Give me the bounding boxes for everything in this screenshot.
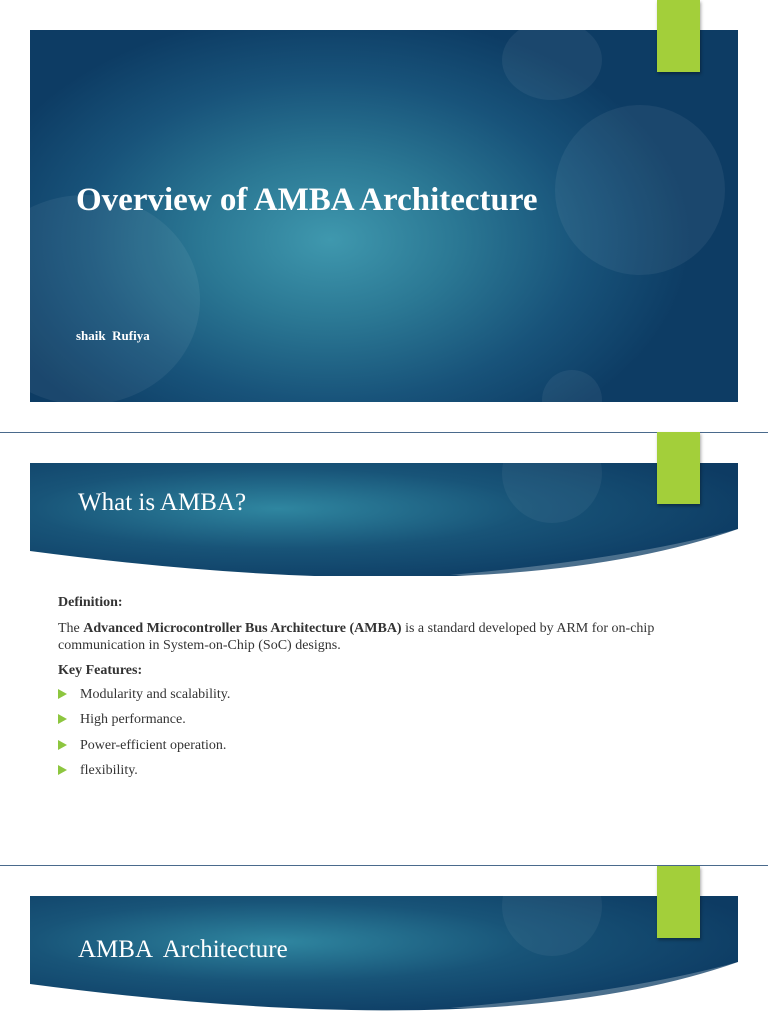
features-label: Key Features: [58, 663, 143, 678]
bullet-arrow-icon [58, 714, 67, 724]
definition-term: Advanced Microcontroller Bus Architecture (AMBA) [83, 621, 402, 636]
bullet-arrow-icon [58, 740, 67, 750]
definition-prefix: The [58, 621, 84, 636]
bullet-arrow-icon [58, 765, 67, 775]
definition-label: Definition: [58, 595, 123, 610]
slide1-title: Overview of AMBA Architecture [76, 182, 538, 218]
slide-divider [0, 865, 768, 866]
definition-line2: communication in System-on-Chip (SoC) designs. [58, 638, 341, 653]
slide3-accent-tab [657, 866, 700, 938]
bullet-arrow-icon [58, 689, 67, 699]
definition-text [58, 620, 718, 654]
slide1-author: shaik Rufiya [76, 328, 150, 343]
definition-rest: is a standard developed by ARM for on-chip [401, 621, 655, 636]
slide3-title: AMBA Architecture [78, 936, 288, 963]
slide-divider [0, 432, 768, 433]
slide2-accent-tab [657, 432, 700, 504]
slide2-title: What is AMBA? [78, 489, 247, 516]
slide2-header-band [30, 463, 738, 576]
slide1-accent-tab [657, 0, 700, 72]
